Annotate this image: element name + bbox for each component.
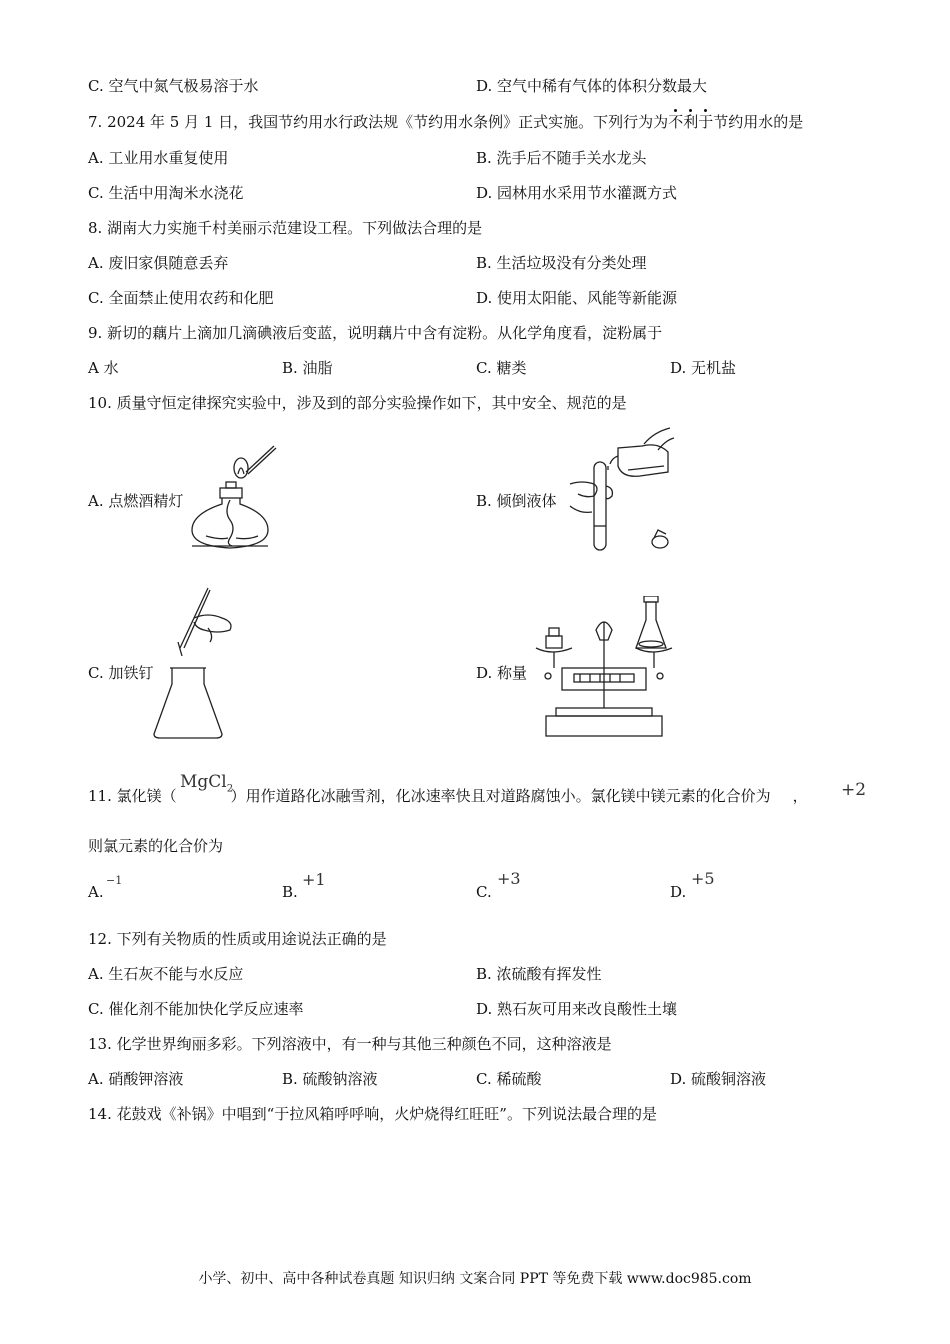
q7-option-d: D. 园林用水采用节水灌溉方式 <box>476 184 678 202</box>
q13-stem: 13. 化学世界绚丽多彩。下列溶液中，有一种与其他三种颜色不同，这种溶液是 <box>88 1035 612 1053</box>
q12-stem: 12. 下列有关物质的性质或用途说法正确的是 <box>88 930 387 948</box>
q11-option-d-label: D. <box>670 883 687 901</box>
q10-option-a: A. 点燃酒精灯 <box>88 492 184 510</box>
q11-stem-line2: 则氯元素的化合价为 <box>88 837 224 855</box>
q10-stem: 10. 质量守恒定律探究实验中，涉及到的部分实验操作如下，其中安全、规范的是 <box>88 394 627 412</box>
q11-option-a-label: A. <box>88 883 104 901</box>
q13-option-c: C. 稀硫酸 <box>476 1070 542 1088</box>
q12-option-a: A. 生石灰不能与水反应 <box>88 965 244 983</box>
q11-option-c-label: C. <box>476 883 492 901</box>
q9-option-b: B. 油脂 <box>282 359 333 377</box>
q9-option-d: D. 无机盐 <box>670 359 737 377</box>
q13-option-d: D. 硫酸铜溶液 <box>670 1070 767 1088</box>
q6-option-c: C. 空气中氮气极易溶于水 <box>88 77 259 95</box>
mgcl2-formula: MgCl$_2$ <box>180 772 234 795</box>
q10-option-b: B. 倾倒液体 <box>476 492 557 510</box>
q13-option-a: A. 硝酸钾溶液 <box>88 1070 184 1088</box>
q12-option-c: C. 催化剂不能加快化学反应速率 <box>88 1000 304 1018</box>
emphasis-dot: 不 <box>668 113 684 131</box>
q11-option-a-value: −1 <box>106 874 123 887</box>
alcohol-lamp-illustration <box>186 442 286 554</box>
q12-option-d: D. 熟石灰可用来改良酸性土壤 <box>476 1000 678 1018</box>
q7-option-a: A. 工业用水重复使用 <box>88 149 229 167</box>
emphasis-dot: 利 <box>683 113 699 131</box>
q7-option-b: B. 洗手后不随手关水龙头 <box>476 149 647 167</box>
mg-valence: +2 <box>841 780 867 800</box>
emphasis-dot: 于 <box>698 113 714 131</box>
q14-stem: 14. 花鼓戏《补锅》中唱到“于拉风箱呼呼响，火炉烧得红旺旺”。下列说法最合理的是 <box>88 1105 657 1123</box>
q11-option-b-value: +1 <box>302 870 326 889</box>
q8-option-c: C. 全面禁止使用农药和化肥 <box>88 289 274 307</box>
pouring-liquid-illustration <box>568 426 680 556</box>
q8-option-b: B. 生活垃圾没有分类处理 <box>476 254 647 272</box>
q7-option-c: C. 生活中用淘米水浇花 <box>88 184 244 202</box>
page-footer: 小学、初中、高中各种试卷真题 知识归纳 文案合同 PPT 等免费下载 www.doc985.com <box>198 1271 752 1287</box>
q10-option-c: C. 加铁钉 <box>88 664 154 682</box>
q13-option-b: B. 硫酸钠溶液 <box>282 1070 378 1088</box>
q9-option-a: A 水 <box>88 359 119 377</box>
q8-stem: 8. 湖南大力实施千村美丽示范建设工程。下列做法合理的是 <box>88 219 483 237</box>
balance-weighing-illustration <box>534 596 674 742</box>
q11-option-d-value: +5 <box>691 869 715 888</box>
q11-stem: 11. 氯化镁（ ）用作道路化冰融雪剂，化冰速率快且对道路腐蚀小。氯化镁中镁元素的化合价为 ， <box>88 787 808 805</box>
q9-stem: 9. 新切的藕片上滴加几滴碘液后变蓝，说明藕片中含有淀粉。从化学角度看，淀粉属于 <box>88 324 663 342</box>
q6-option-d: D. 空气中稀有气体的体积分数最大 <box>476 77 708 95</box>
q7-stem: 7. 2024 年 5 月 1 日，我国节约用水行政法规《节约用水条例》正式实施。下列行为为不利于节约用水的是 <box>88 113 804 131</box>
q12-option-b: B. 浓硫酸有挥发性 <box>476 965 602 983</box>
q9-option-c: C. 糖类 <box>476 359 527 377</box>
q11-option-b-label: B. <box>282 883 298 901</box>
q8-option-d: D. 使用太阳能、风能等新能源 <box>476 289 678 307</box>
adding-iron-nail-illustration <box>152 584 248 742</box>
q8-option-a: A. 废旧家俱随意丢弃 <box>88 254 229 272</box>
q11-option-c-value: +3 <box>497 869 521 888</box>
q10-option-d: D. 称量 <box>476 664 528 682</box>
